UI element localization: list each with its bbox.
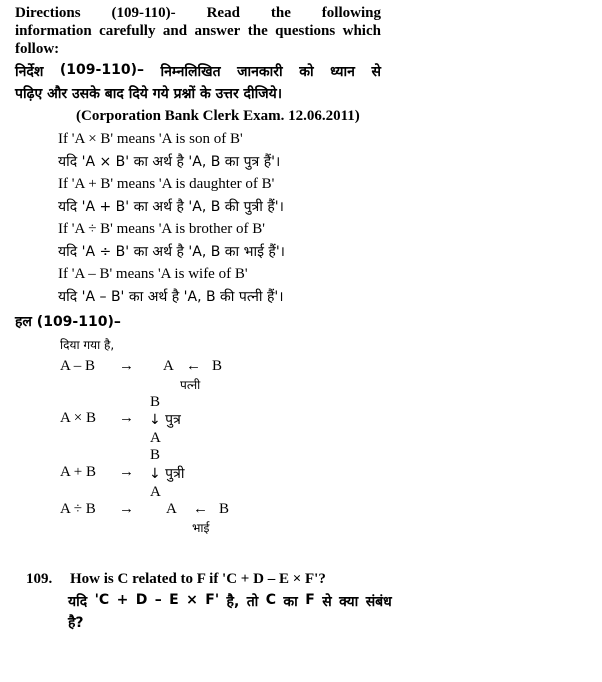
word: information (15, 23, 92, 39)
diagram-1-label: पत्नी (180, 378, 201, 392)
diagram-3-arrow: → (119, 464, 134, 480)
word: Directions (15, 5, 81, 21)
diagram-3-top: B (150, 447, 161, 463)
diagram-1-b: B (212, 358, 223, 374)
diagram-2-top: B (150, 394, 161, 410)
word: and (162, 23, 188, 39)
word: से (322, 594, 332, 610)
word: – (154, 592, 162, 608)
rule-hi-4: यदि 'A – B' का अर्थ है 'A, B की पत्नी हैं'। (58, 289, 284, 305)
directions-line-3: follow: (15, 41, 60, 57)
word: F (305, 592, 315, 608)
directions-line-2 (15, 23, 381, 40)
word: (109-110)- (111, 5, 176, 21)
diagram-2-expression: A × B (60, 410, 96, 426)
diagram-3-bottom: A (150, 484, 161, 500)
question-text-en: How is C related to F if 'C + D – E × F'? (70, 571, 326, 587)
rule-en-2: If 'A + B' means 'A is daughter of B' (58, 176, 275, 192)
word: × (186, 592, 198, 608)
question-number: 109. (26, 571, 53, 587)
exam-reference: (Corporation Bank Clerk Exam. 12.06.2011) (76, 108, 360, 124)
question-text-hi-line-1 (68, 592, 392, 611)
solution-heading: हल (109-110)– (15, 314, 121, 330)
diagram-1-a: A (163, 358, 174, 374)
word: यदि (68, 594, 88, 610)
word: C (265, 592, 276, 608)
word: क्या (339, 594, 359, 610)
word: + (116, 592, 129, 608)
word: ध्यान (330, 64, 355, 80)
diagram-1-expression: A – B (60, 358, 96, 374)
word: का (283, 594, 298, 610)
word: निम्नलिखित (160, 64, 221, 80)
word: को (299, 64, 314, 80)
diagram-3-relation: ↓ पुत्री (149, 466, 185, 482)
given-label: दिया गया है, (60, 338, 115, 352)
word: the (247, 23, 268, 39)
word: the (270, 5, 291, 21)
rule-hi-1: यदि 'A × B' का अर्थ है 'A, B का पुत्र हैं'। (58, 154, 281, 170)
diagram-3-expression: A + B (60, 464, 96, 480)
word: तो (246, 594, 259, 610)
rule-en-1: If 'A × B' means 'A is son of B' (58, 131, 243, 147)
word: 'C (94, 592, 110, 608)
hindi-directions-line-1 (15, 62, 381, 81)
word: से (371, 64, 381, 80)
diagram-4-arrow: → (119, 501, 134, 517)
diagram-4-relation-arrow: ← (193, 501, 208, 517)
rule-hi-3: यदि 'A ÷ B' का अर्थ है 'A, B का भाई हैं'। (58, 244, 285, 260)
hindi-directions-line-2: पढ़िए और उसके बाद दिये गये प्रश्नों के उत्तर दीजिये। (15, 86, 283, 102)
diagram-1-relation-arrow: ← (186, 358, 201, 374)
word: जानकारी (237, 64, 283, 80)
diagram-4-b: B (219, 501, 230, 517)
rule-hi-2: यदि 'A + B' का अर्थ है 'A, B की पुत्री हैं'। (58, 199, 284, 215)
word: which (342, 23, 381, 39)
rule-en-4: If 'A – B' means 'A is wife of B' (58, 266, 248, 282)
diagram-4-label: भाई (192, 521, 210, 535)
word: following (321, 5, 381, 21)
rule-en-3: If 'A ÷ B' means 'A is brother of B' (58, 221, 265, 237)
word: है, (226, 594, 240, 610)
word: संबंध (365, 594, 392, 610)
diagram-4-expression: A ÷ B (60, 501, 96, 517)
question-text-hi-line-2: है? (68, 615, 84, 631)
diagram-4-a: A (166, 501, 177, 517)
word: E (169, 592, 179, 608)
word: निर्देश (15, 64, 44, 80)
word: F' (205, 592, 220, 608)
word: questions (275, 23, 336, 39)
diagram-2-arrow: → (119, 410, 134, 426)
word: carefully (99, 23, 156, 39)
word: Read (206, 5, 240, 21)
diagram-2-bottom: A (150, 430, 161, 446)
diagram-1-arrow: → (119, 358, 134, 374)
word: (109-110)– (59, 62, 144, 78)
diagram-2-relation: ↓ पुत्र (149, 412, 181, 428)
word: D (135, 592, 148, 608)
directions-line-1 (15, 5, 381, 22)
word: answer (194, 23, 241, 39)
